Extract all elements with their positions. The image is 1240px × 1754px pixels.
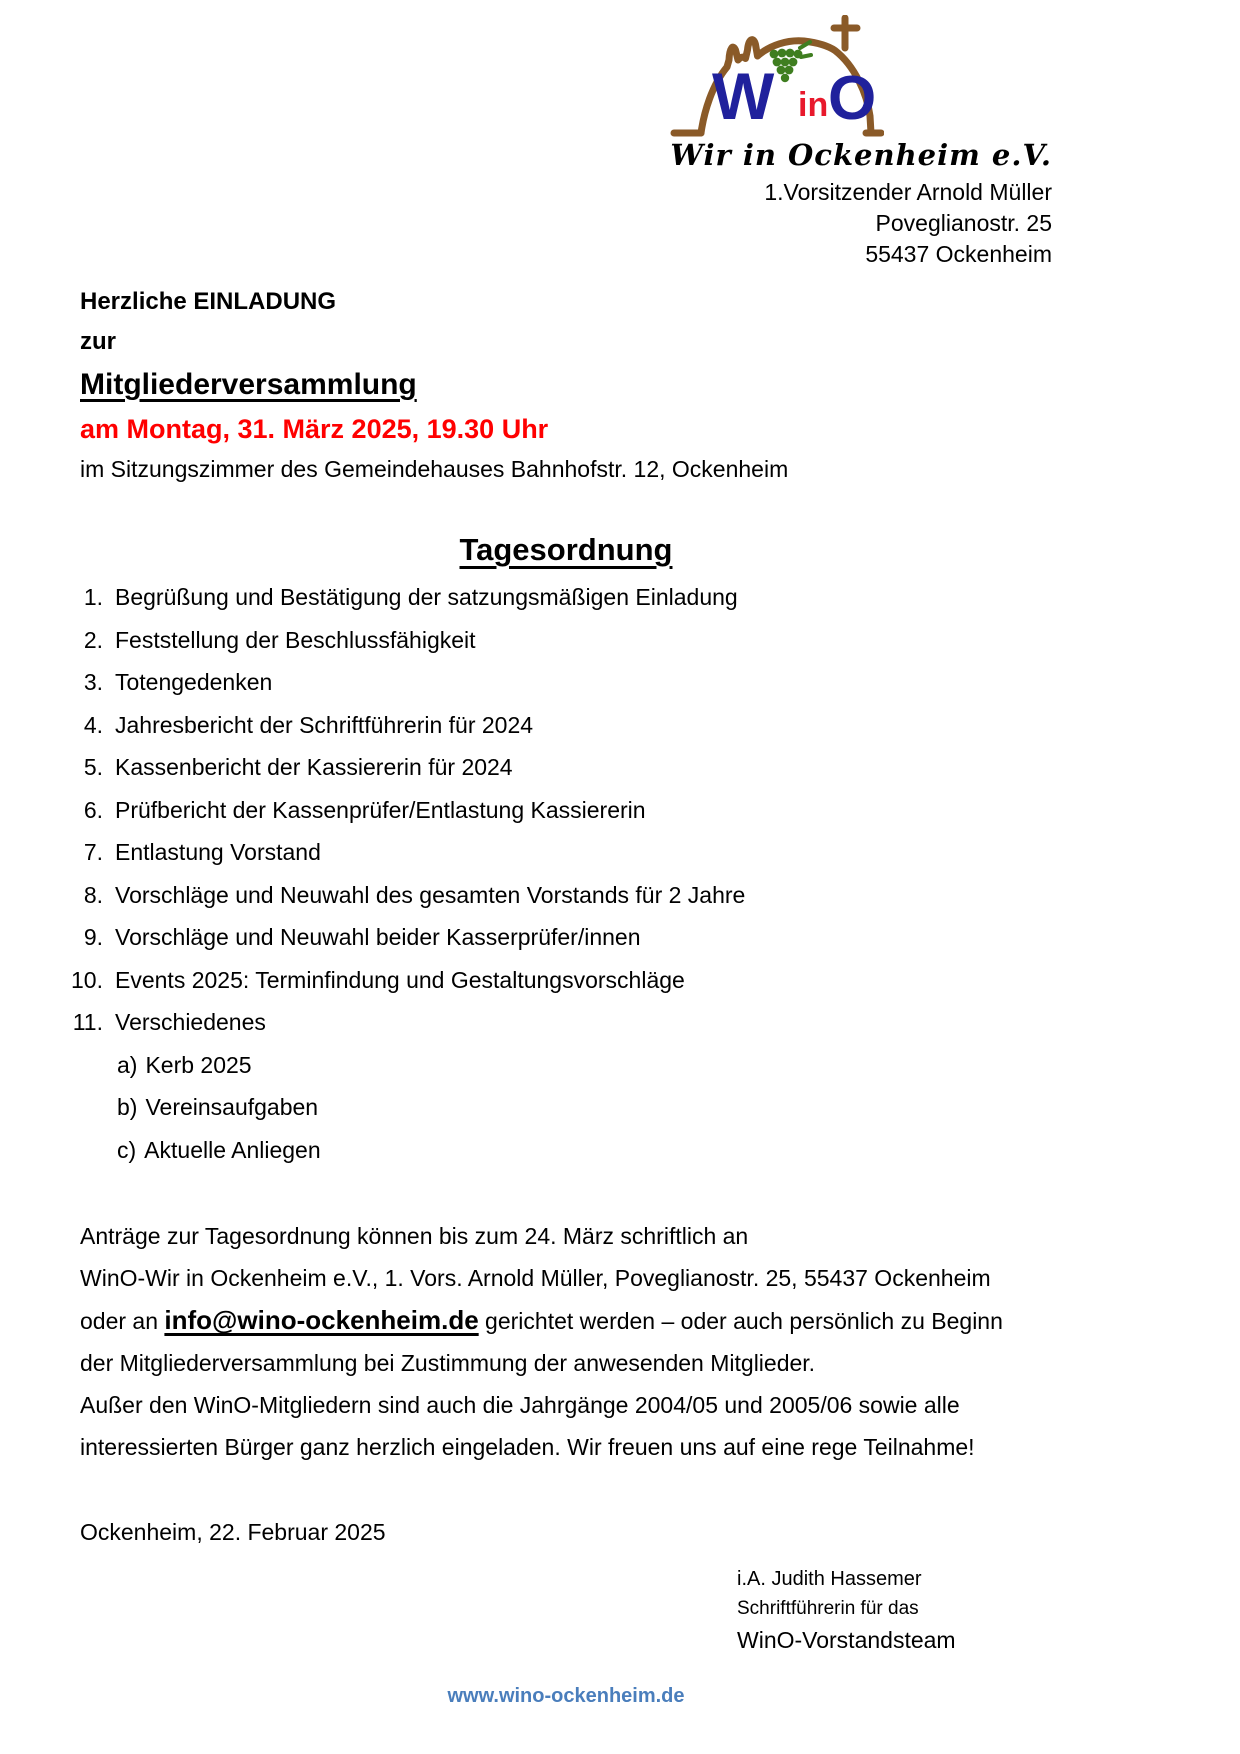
agenda-item-11: 11. Verschiedenes [72, 1009, 266, 1035]
letterhead [80, 15, 1052, 270]
agenda-item-8: 8. Vorschläge und Neuwahl des gesamten Vorstands für 2 Jahre [83, 881, 746, 908]
motions-line-2: WinO-Wir in Ockenheim e.V., 1. Vors. Arnold Müller, Poveglianostr. 25, 55437 Ockenheim [80, 1265, 991, 1291]
agenda-item-6: 6. Prüfbericht der Kassenprüfer/Entlastung Kassiererin [83, 796, 646, 823]
agenda-sub-item-c: c) Aktuelle Anliegen [117, 1136, 321, 1163]
agenda-item-3: 3. Totengedenken [83, 669, 273, 695]
sender-city: 55437 Ockenheim [865, 241, 1052, 267]
page-footer [80, 1685, 1052, 1708]
signature-name: i.A. Judith Hassemer [737, 1568, 922, 1590]
sender-chairman: 1.Vorsitzender Arnold Müller [764, 179, 1052, 205]
agenda-sub-list [80, 1044, 1052, 1172]
agenda-item-1: 1. Begrüßung und Bestätigung der satzungsmäßigen Einladung [83, 584, 738, 610]
motions-line-1: Anträge zur Tagesordnung können bis zum 24. März schriftlich an [80, 1223, 749, 1249]
signature-team: WinO-Vorstandsteam [737, 1627, 956, 1653]
logo-script-name: Wir in Ockenheim e.V. [670, 138, 1052, 172]
grape-cluster-icon [770, 49, 803, 83]
sender-street: Poveglianostr. 25 [875, 210, 1052, 236]
agenda-item-4: 4. Jahresbericht der Schriftführerin für 2024 [83, 711, 534, 738]
motions-line-5: Außer den WinO-Mitgliedern sind auch die Jahrgänge 2004/05 und 2005/06 sowie alle [80, 1392, 960, 1418]
motions-line-4: der Mitgliederversammlung bei Zustimmung der anwesenden Mitglieder. [80, 1350, 816, 1376]
place-date-line: Ockenheim, 22. Februar 2025 [80, 1519, 386, 1545]
invitation-title: Herzliche EINLADUNG [80, 288, 337, 315]
invitation-heading [80, 282, 1052, 488]
meeting-name: Mitgliederversammlung [80, 368, 417, 401]
agenda-item-10: 10. Events 2025: Terminfindung und Gestaltungsvorschläge [71, 966, 685, 993]
agenda-item-9: 9. Vorschläge und Neuwahl beider Kasserprüfer/innen [83, 924, 641, 950]
signature-role: Schriftführerin für das [737, 1598, 919, 1619]
motions-line-6: interessierten Bürger ganz herzlich eingeladen. Wir freuen uns auf eine rege Teilnahme! [80, 1434, 975, 1460]
agenda-title: Tagesordnung [459, 532, 673, 567]
website-link[interactable]: www.wino-ockenheim.de [447, 1685, 685, 1707]
agenda-item-7: 7. Entlastung Vorstand [83, 839, 321, 865]
signature-block [737, 1564, 1052, 1657]
invitation-zur: zur [80, 328, 116, 355]
agenda-list [71, 576, 1052, 1171]
agenda-sub-item-a: a) Kerb 2025 [117, 1051, 252, 1078]
logo-letter-w: W [712, 59, 775, 133]
wino-hill-logo-icon [670, 15, 884, 139]
logo-letters-in: in [798, 86, 829, 124]
agenda-item-5: 5. Kassenbericht der Kassiererin für 2024 [83, 754, 513, 780]
agenda-item-2: 2. Feststellung der Beschlussfähigkeit [83, 626, 476, 653]
motions-line-3: oder an info@wino-ockenheim.de gerichtet werden – oder auch persönlich zu Beginn [80, 1305, 1003, 1335]
logo-letter-o: O [828, 64, 877, 133]
email-link[interactable]: info@wino-ockenheim.de [164, 1305, 479, 1335]
motions-paragraph [80, 1215, 1052, 1468]
wino-logo [670, 15, 1052, 171]
agenda-sub-item-b: b) Vereinsaufgaben [117, 1094, 319, 1120]
sender-address [80, 177, 1052, 270]
meeting-location: im Sitzungszimmer des Gemeindehauses Bahnhofstr. 12, Ockenheim [80, 456, 789, 482]
meeting-date: am Montag, 31. März 2025, 19.30 Uhr [80, 414, 549, 444]
